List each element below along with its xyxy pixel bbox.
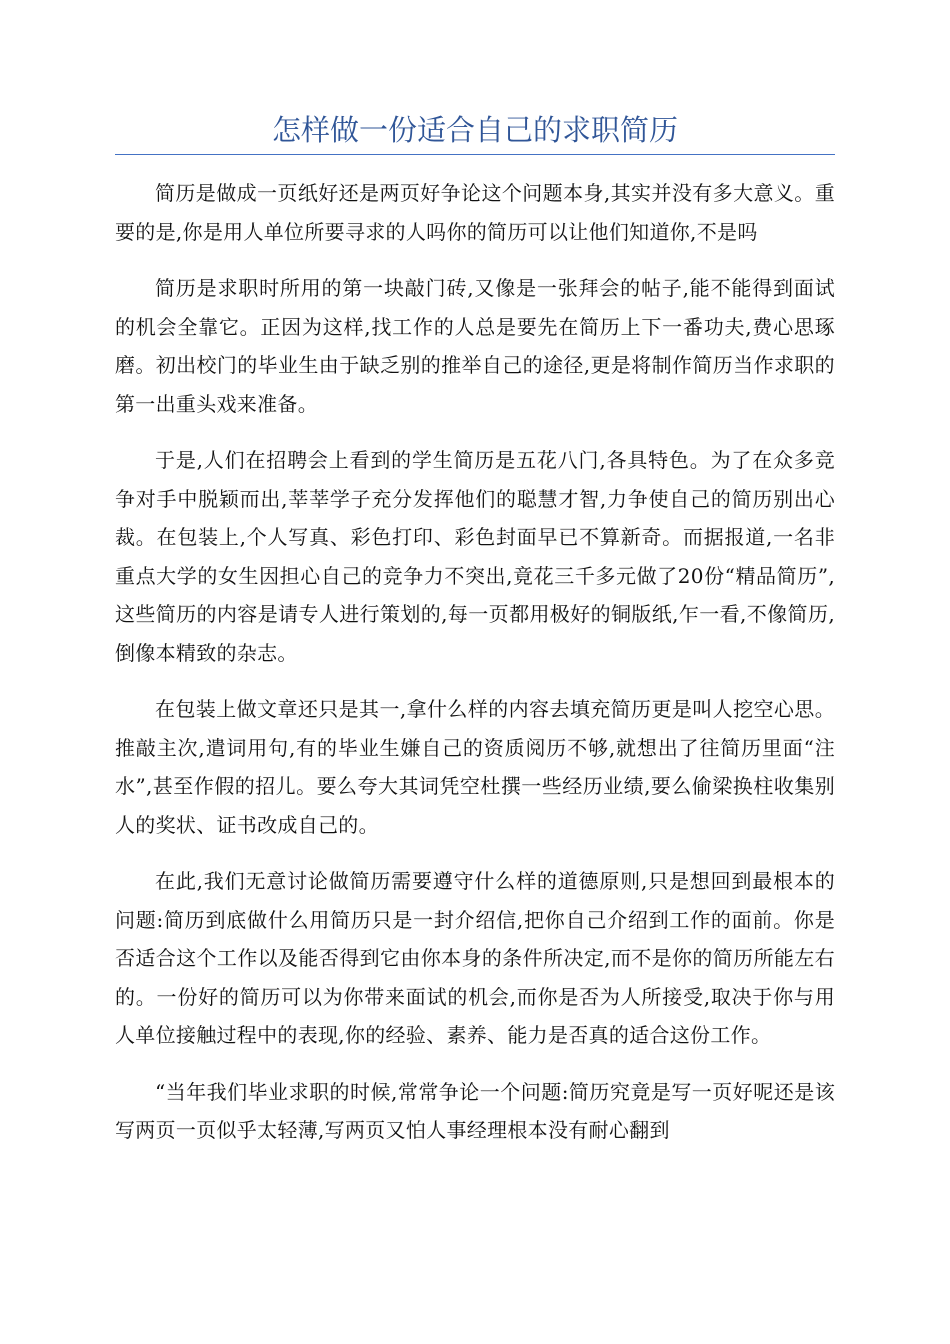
paragraph-3: 于是,人们在招聘会上看到的学生简历是五花八门,各具特色。为了在众多竞争对手中脱颖而出,莘莘学子充分发挥他们的聪慧才智,力争使自己的简历别出心裁。在包装上,个人写真、彩色打印、彩色封面早已不算新奇。而据报道,一名非重点大学的女生因担心自己的竞争力不突出,竟花三千多元做了20份“精品简历”,这些简历的内容是请专人进行策划的,每一页都用极好的铜版纸,乍一看,不像简历,倒像本精致的杂志。: [115, 448, 835, 665]
paragraph-4: 在包装上做文章还只是其一,拿什么样的内容去填充简历更是叫人挖空心思。推敲主次,遣词用句,有的毕业生嫌自己的资质阅历不够,就想出了往简历里面“注水”,甚至作假的招儿。要么夸大其词凭空杜撰一些经历业绩,要么偷梁换柱收集别人的奖状、证书改成自己的。: [115, 697, 835, 837]
title-underline: [115, 154, 835, 155]
paragraph-5: 在此,我们无意讨论做简历需要遵守什么样的道德原则,只是想回到最根本的问题:简历到底做什么用简历只是一封介绍信,把你自己介绍到工作的面前。你是否适合这个工作以及能否得到它由你本身的条件所决定,而不是你的简历所能左右的。一份好的简历可以为你带来面试的机会,而你是否为人所接受,取决于你与用人单位接触过程中的表现,你的经验、素养、能力是否真的适合这份工作。: [115, 869, 835, 1047]
document-body: [115, 174, 835, 1168]
paragraph-2: 简历是求职时所用的第一块敲门砖,又像是一张拜会的帖子,能不能得到面试的机会全靠它。正因为这样,找工作的人总是要先在简历上下一番功夫,费心思琢磨。初出校门的毕业生由于缺乏别的推举自己的途径,更是将制作简历当作求职的第一出重头戏来准备。: [115, 276, 835, 416]
paragraph-1: 简历是做成一页纸好还是两页好争论这个问题本身,其实并没有多大意义。重要的是,你是用人单位所要寻求的人吗你的简历可以让他们知道你,不是吗: [115, 181, 835, 244]
paragraph-6: “当年我们毕业求职的时候,常常争论一个问题:简历究竟是写一页好呢还是该写两页一页似乎太轻薄,写两页又怕人事经理根本没有耐心翻到: [115, 1079, 835, 1142]
page-title: 怎样做一份适合自己的求职简历: [271, 113, 678, 147]
